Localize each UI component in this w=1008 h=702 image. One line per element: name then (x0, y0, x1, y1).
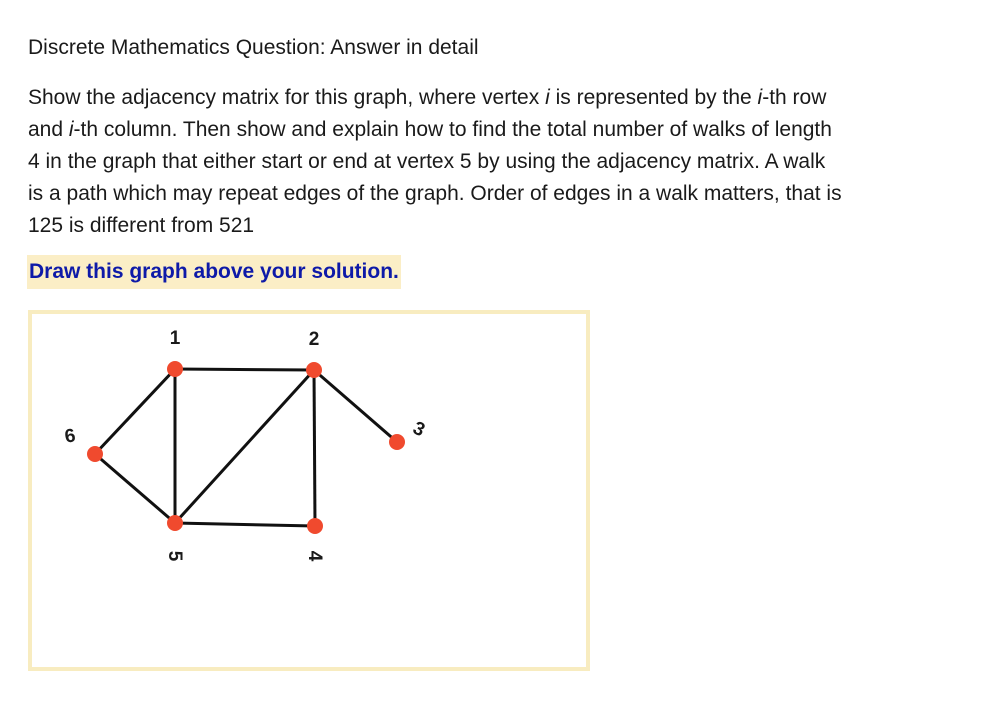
vertex-3 (389, 434, 405, 450)
question-line-5: 125 is different from 521 (28, 214, 255, 237)
graph-figure (28, 310, 590, 671)
graph-vertices (87, 361, 405, 534)
vertex-label-6: 6 (63, 425, 78, 448)
vertex-2 (306, 362, 322, 378)
edge-2-4 (314, 370, 315, 526)
edge-2-5 (175, 370, 314, 523)
question-line-2: and i-th column. Then show and explain how to find the total number of walks of length (28, 118, 832, 141)
edge-2-3 (314, 370, 397, 442)
vertex-label-1: 1 (169, 328, 181, 349)
vertex-1 (167, 361, 183, 377)
graph-diagram (32, 314, 586, 667)
question-line-1: Show the adjacency matrix for this graph, where vertex i is represented by the i-th row (28, 86, 827, 109)
question-text (28, 82, 983, 242)
vertex-6 (87, 446, 103, 462)
question-line-4: is a path which may repeat edges of the graph. Order of edges in a walk matters, that is (28, 182, 842, 205)
vertex-5 (167, 515, 183, 531)
vertex-label-4: 4 (304, 550, 325, 562)
edge-5-6 (95, 454, 175, 523)
edge-1-2 (175, 369, 314, 370)
vertex-label-3: 3 (409, 417, 429, 442)
graph-edges (95, 369, 397, 526)
edge-4-5 (175, 523, 315, 526)
question-line-3: 4 in the graph that either start or end at vertex 5 by using the adjacency matrix. A walk (28, 150, 826, 173)
vertex-label-2: 2 (308, 329, 320, 350)
draw-instruction: Draw this graph above your solution. (27, 255, 401, 289)
vertex-label-5: 5 (164, 550, 185, 562)
edge-1-6 (95, 369, 175, 454)
vertex-4 (307, 518, 323, 534)
question-heading: Discrete Mathematics Question: Answer in detail (28, 36, 479, 59)
